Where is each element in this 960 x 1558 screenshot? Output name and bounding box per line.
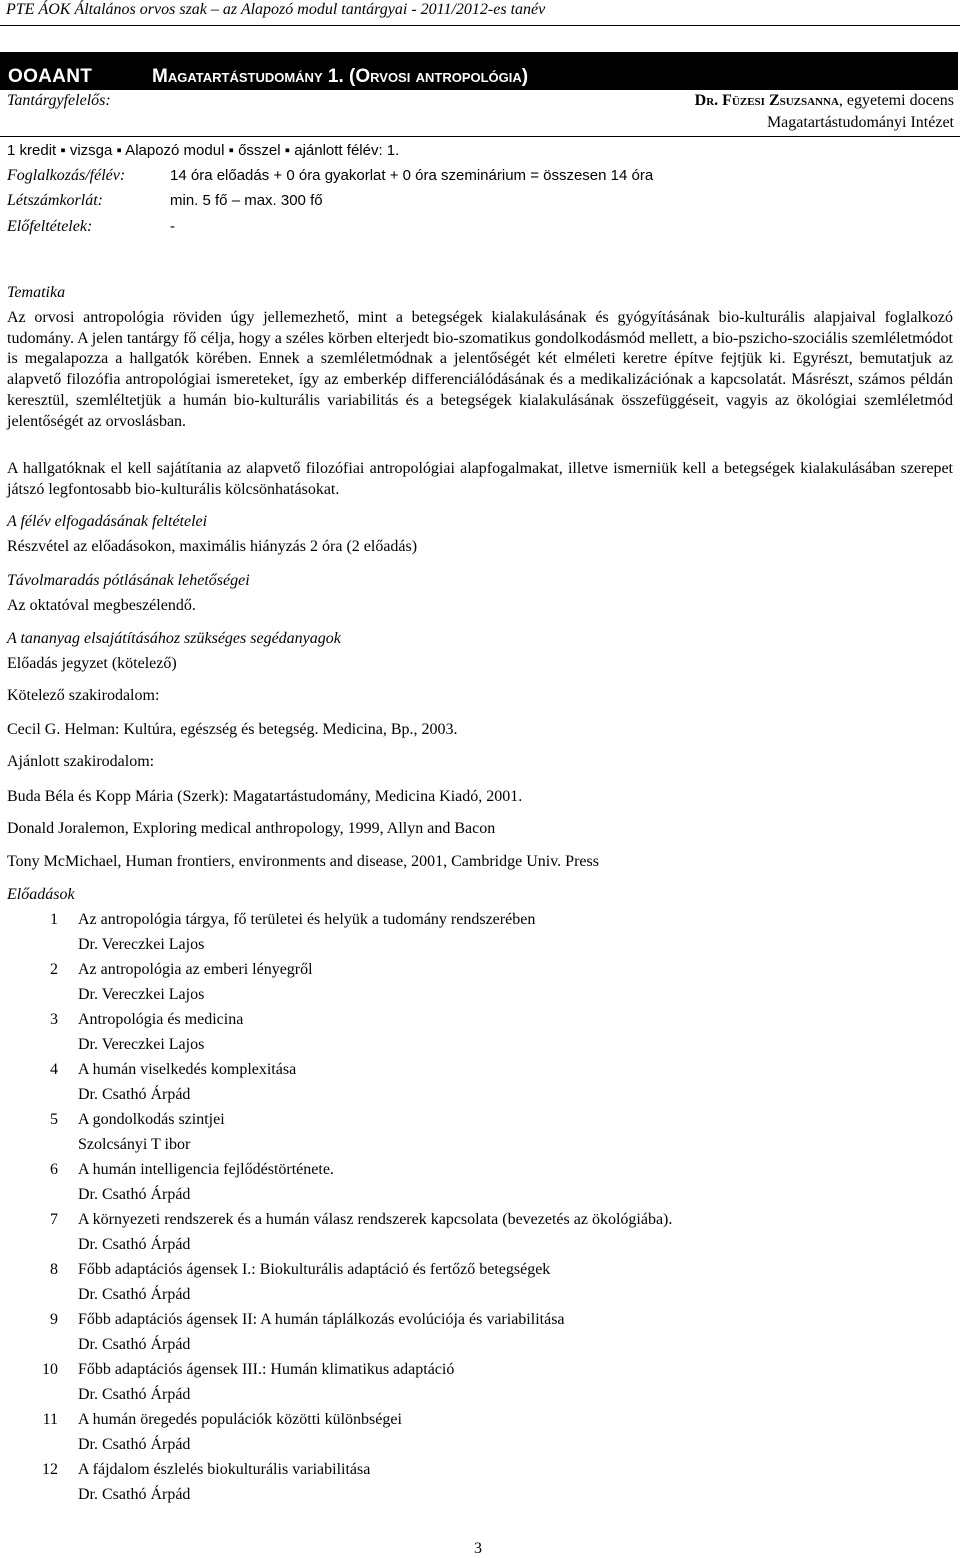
hours-label: Foglalkozás/félév: [7,167,126,184]
lecture-lecturer: Dr. Csathó Árpád [78,1286,191,1303]
lecture-notes: Előadás jegyzet (kötelező) [7,655,177,672]
lecture-number: 7 [50,1211,58,1228]
lecture-number: 1 [50,911,58,928]
lecture-number: 9 [50,1311,58,1328]
lecture-number: 4 [50,1061,58,1078]
lecture-item [0,1261,960,1311]
running-header: PTE ÁOK Általános orvos szak – az Alapozó modul tantárgyai - 2011/2012-es tanév [6,1,546,18]
lecture-title: Az antropológia az emberi lényegről [78,961,313,978]
lecture-number: 12 [42,1461,58,1478]
course-code: OOAANT [8,66,93,87]
lecture-item [0,1211,960,1261]
lecture-number: 3 [50,1011,58,1028]
tematika-paragraph-2: A hallgatóknak el kell sajátítania az alapvető filozófiai antropológiai alapfogalmakat, illetve ismerniük kell a betegségek kialakulásában szerepet játszó legfontosabb bio-kulturális kölcsönhatásokat. [7,460,953,498]
lecture-title: Az antropológia tárgya, fő területei és helyük a tudomány rendszerében [78,911,536,928]
page-number: 3 [474,1540,482,1557]
lecture-title: A gondolkodás szintjei [78,1111,225,1128]
lecture-title: A környezeti rendszerek és a humán válasz rendszerek kapcsolata (bevezetés az ökológiába). [78,1211,673,1228]
recommended-reading-item: Donald Joralemon, Exploring medical anthropology, 1999, Allyn and Bacon [7,820,496,837]
lecture-lecturer: Dr. Csathó Árpád [78,1186,191,1203]
lecture-number: 10 [42,1361,58,1378]
responsible-label: Tantárgyfelelős: [7,92,111,109]
required-reading-label: Kötelező szakirodalom: [7,687,160,704]
lecture-number: 2 [50,961,58,978]
lecture-item [0,1061,960,1111]
lecture-title: A humán öregedés populációk közötti különbségei [78,1411,402,1428]
lecture-item [0,1311,960,1361]
responsible-role: , egyetemi docens [838,92,954,109]
lecture-title: A fájdalom észlelés biokulturális variabilitása [78,1461,371,1478]
prereq-label: Előfeltételek: [7,218,93,235]
lecture-lecturer: Dr. Csathó Árpád [78,1486,191,1503]
lecture-item [0,1461,960,1511]
lecture-lecturer: Dr. Vereczkei Lajos [78,986,205,1003]
course-summary: 1 kredit ▪ vizsga ▪ Alapozó modul ▪ ősszel ▪ ajánlott félév: 1. [7,142,400,159]
prereq-value: - [170,218,175,235]
limit-label: Létszámkorlát: [7,192,103,209]
lecture-number: 6 [50,1161,58,1178]
tematika-paragraph-1: Az orvosi antropológia röviden úgy jellemezhető, mint a betegségek kialakulásának és gyógyításának bio-kulturális alapjaival foglalkozó tudomány. A jelen tantárgy fő célja, hogy a széles körben elterjedt bio-szomatikus gondolkodásmód mellett, a bio-pszicho-szociális szemléletmódot is megalapozza a hallgatók körében. Ennek a szemléletmódnak a jelentőségét két elméleti keretre építve fejtjük ki. Egyrészt, bemutatjuk az alapvető filozófia antropológiai ismereteket, így az emberkép differenciálódásának és a medikalizációnak a kapcsolatát. Másrészt, számos példán keresztül, szemléltetjük a humán bio-kulturális variabilitás és a betegségek kialakulásának összefüggéseit, vagyis az ökológiai szemléletmód jelentőségét az orvoslásban. [7,309,953,430]
lecture-lecturer: Dr. Csathó Árpád [78,1386,191,1403]
responsible-person [695,92,954,110]
requirements-title: A félév elfogadásának feltételei [7,513,208,530]
lecture-number: 5 [50,1111,58,1128]
lecture-title: Főbb adaptációs ágensek I.: Biokulturális adaptáció és fertőző betegségek [78,1261,551,1278]
info-rule [0,136,960,137]
institute-name: Magatartástudományi Intézet [766,114,954,131]
tematika-title: Tematika [7,284,66,301]
hours-value: 14 óra előadás + 0 óra gyakorlat + 0 óra szeminárium = összesen 14 óra [170,167,654,184]
recommended-reading-item: Tony McMichael, Human frontiers, environments and disease, 2001, Cambridge Univ. Press [7,853,599,870]
lecture-number: 8 [50,1261,58,1278]
course-title: Magatartástudomány 1. (Orvosi antropológia) [152,66,529,87]
required-reading-item: Cecil G. Helman: Kultúra, egészség és betegség. Medicina, Bp., 2003. [7,721,458,738]
lecture-title: Antropológia és medicina [78,1011,244,1028]
lecture-lecturer: Dr. Csathó Árpád [78,1436,191,1453]
responsible-name: Dr. Füzesi Zsuzsanna [694,92,839,109]
header-rule [0,25,960,26]
lecture-lecturer: Dr. Csathó Árpád [78,1086,191,1103]
lecture-item [0,1361,960,1411]
absence-text: Az oktatóval megbeszélendő. [7,597,196,614]
materials-title: A tananyag elsajátításához szükséges segédanyagok [7,630,341,647]
lecture-item [0,1411,960,1461]
lecture-number: 11 [42,1411,58,1428]
lecture-item [0,1111,960,1161]
lecture-item [0,1011,960,1061]
requirements-text: Részvétel az előadásokon, maximális hiányzás 2 óra (2 előadás) [7,538,418,555]
lecture-lecturer: Dr. Csathó Árpád [78,1236,191,1253]
lecture-lecturer: Dr. Vereczkei Lajos [78,936,205,953]
limit-value: min. 5 fő – max. 300 fő [170,192,323,209]
lecture-title: A humán viselkedés komplexitása [78,1061,297,1078]
recommended-reading-item: Buda Béla és Kopp Mária (Szerk): Magatartástudomány, Medicina Kiadó, 2001. [7,788,523,805]
recommended-reading-label: Ajánlott szakirodalom: [7,753,155,770]
lecture-lecturer: Dr. Csathó Árpád [78,1336,191,1353]
lecture-item [0,961,960,1011]
lecture-lecturer: Dr. Vereczkei Lajos [78,1036,205,1053]
absence-title: Távolmaradás pótlásának lehetőségei [7,572,250,589]
lecture-item [0,1161,960,1211]
lecture-lecturer: Szolcsányi T ibor [78,1136,191,1153]
lecture-item [0,911,960,961]
lecture-title: Főbb adaptációs ágensek III.: Humán klimatikus adaptáció [78,1361,455,1378]
lecture-title: A humán intelligencia fejlődéstörténete. [78,1161,334,1178]
lectures-title: Előadások [7,886,75,903]
lecture-title: Főbb adaptációs ágensek II: A humán táplálkozás evolúciója és variabilitása [78,1311,565,1328]
